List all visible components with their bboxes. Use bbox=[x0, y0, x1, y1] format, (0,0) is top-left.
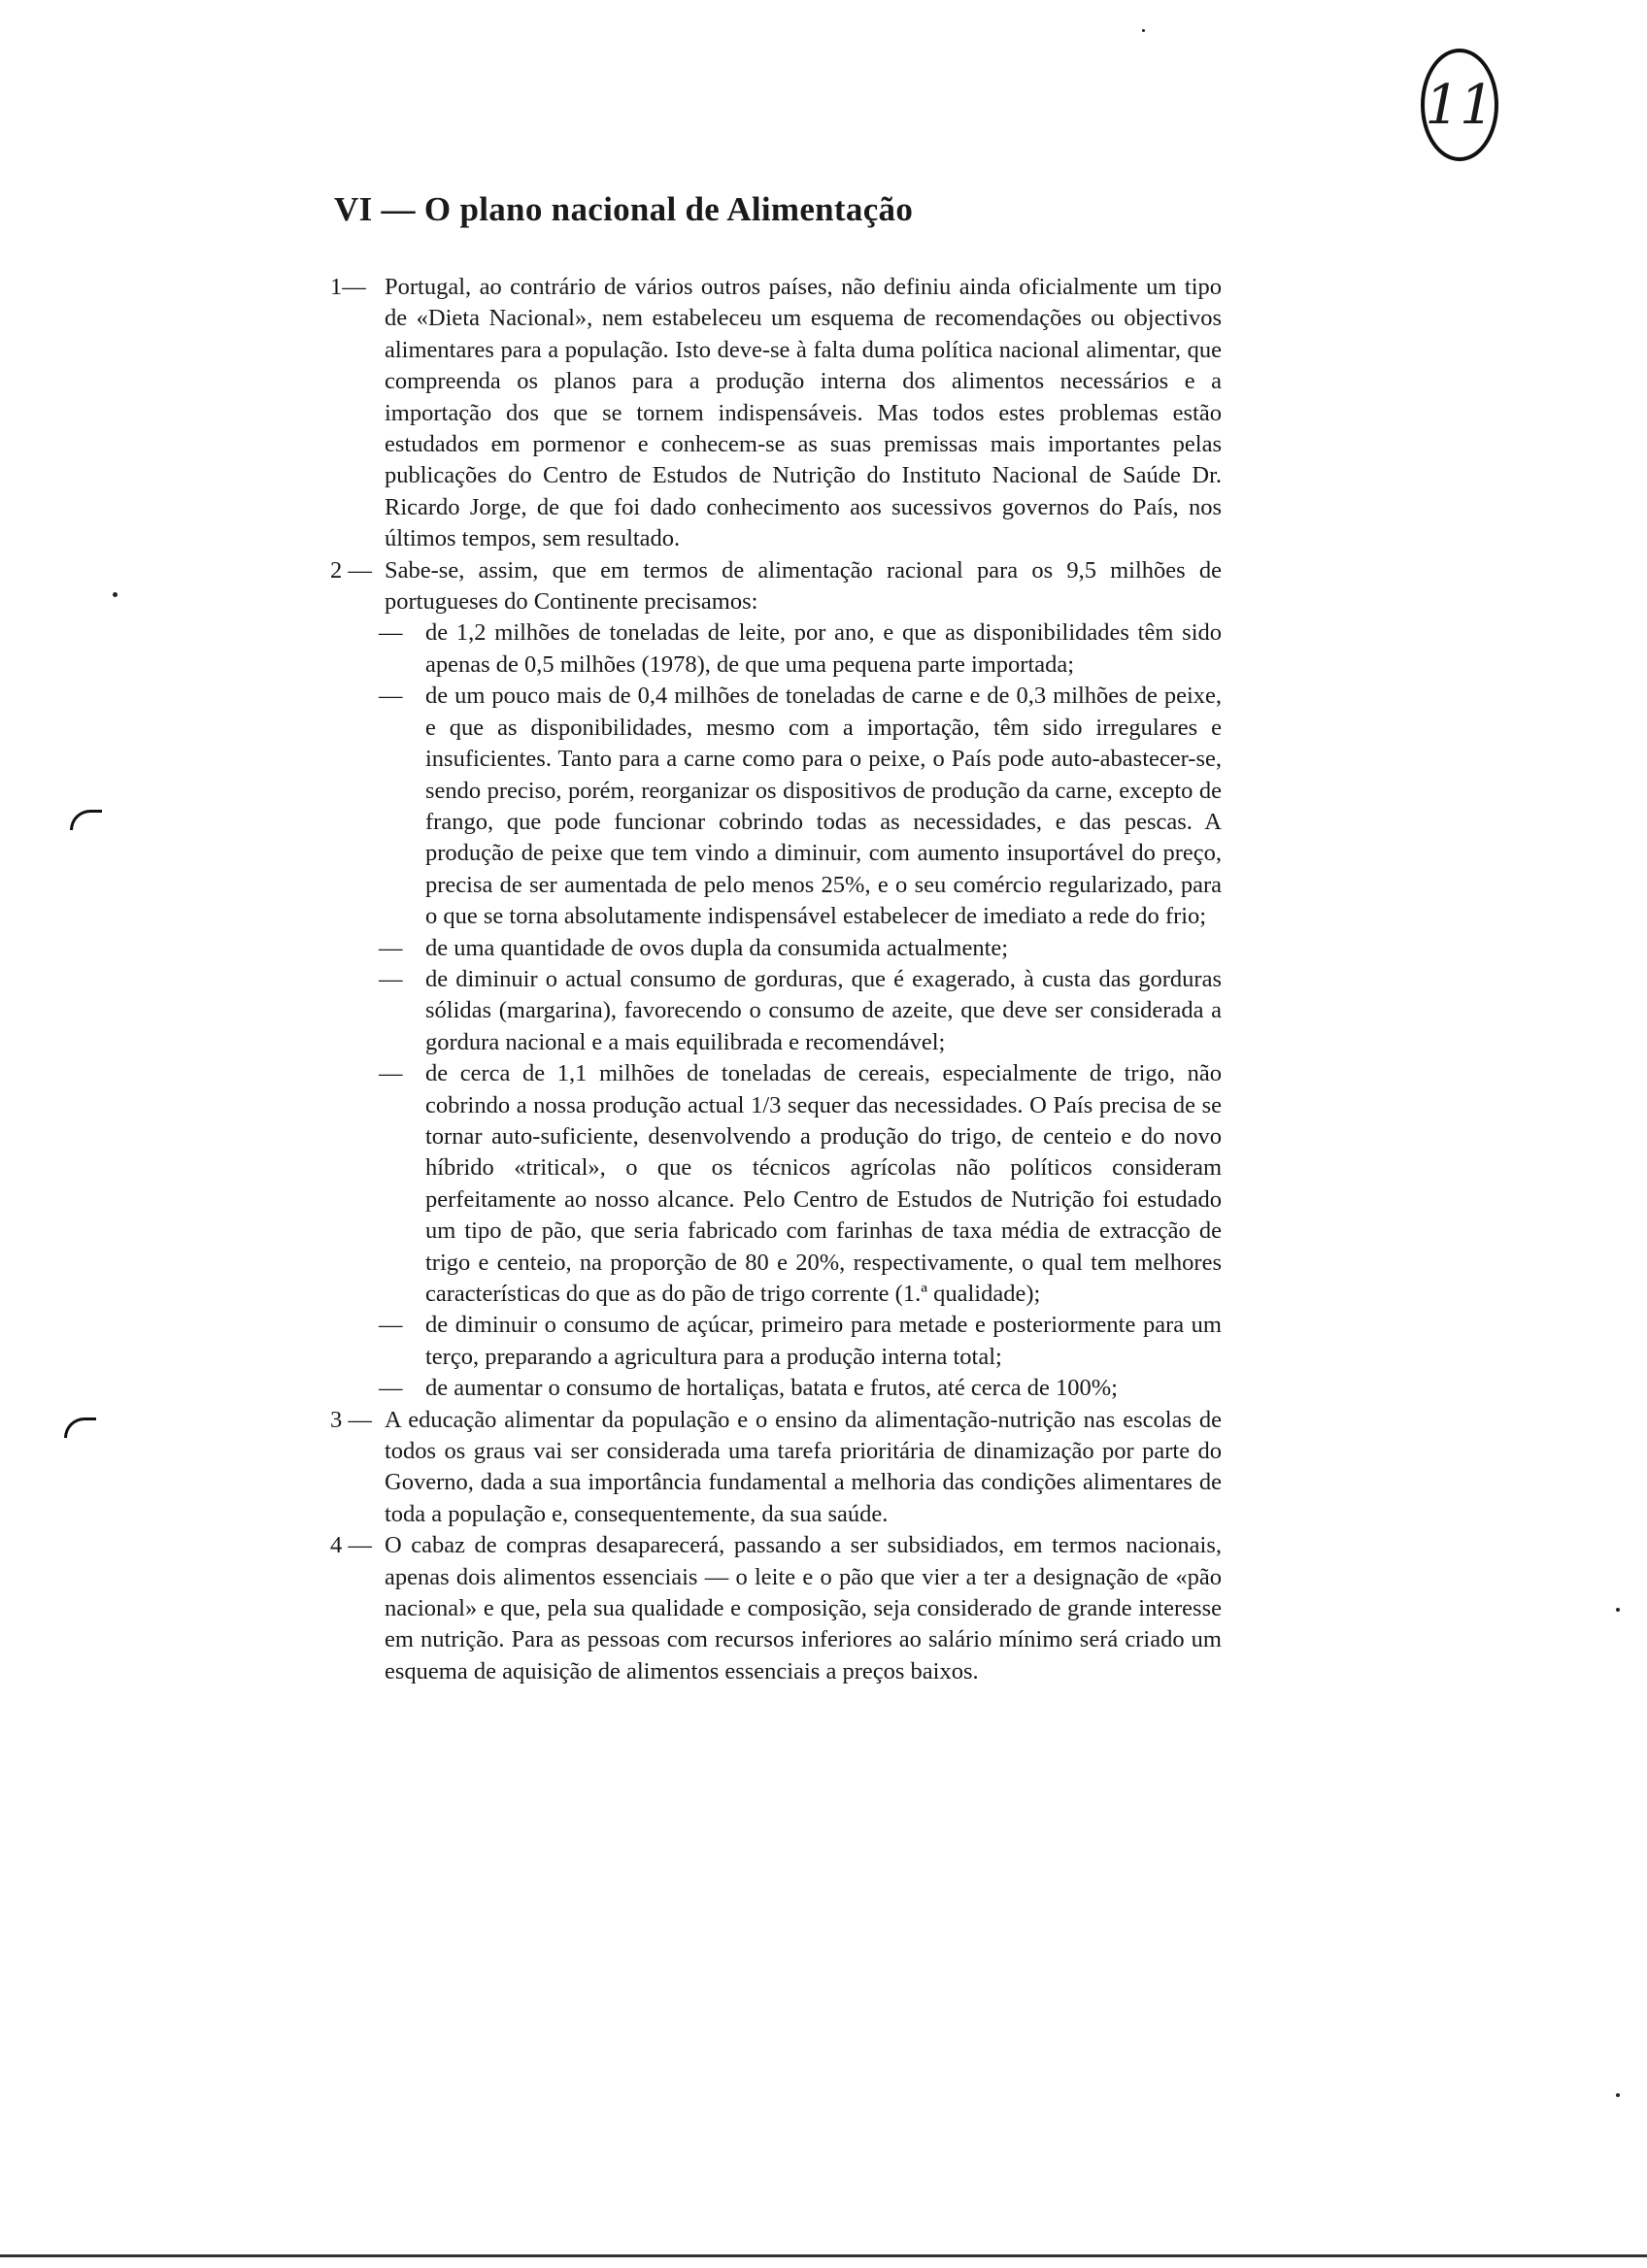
list-item-text: de diminuir o actual consumo de gorduras, que é exagerado, à custa das gorduras sólidas (margarina), favorecendo o consumo de azeite, que deve ser considerada a gordura nacional e a mais equilibrada e recomendável; bbox=[425, 965, 1222, 1055]
list-dash: — bbox=[379, 1312, 403, 1339]
list-item bbox=[379, 617, 1222, 681]
list-dash: — bbox=[379, 683, 403, 710]
paragraph-1 bbox=[330, 272, 1222, 555]
scan-dot bbox=[1142, 29, 1145, 32]
page-number-stamp: 11 bbox=[1421, 49, 1498, 161]
list-item-text: de aumentar o consumo de hortaliças, batata e frutos, até cerca de 100%; bbox=[425, 1375, 1118, 1402]
list-item-text: de 1,2 milhões de toneladas de leite, por ano, e que as disponibilidades têm sido apenas de 0,5 milhões (1978), de que uma pequena parte importada; bbox=[425, 619, 1222, 678]
paragraph-text: Portugal, ao contrário de vários outros países, não definiu ainda oficialmente um tipo de «Dieta Nacional», nem estabeleceu um esquema de recomendações ou objectivos alimentares para a população. Isto deve-se à falta duma política nacional alimentar, que compreenda os planos para a produção interna dos alimentos necessários e a importação dos que se tornem indispensáveis. Mas todos estes problemas estão estudados em pormenor e conhecem-se as suas premissas mais importantes pelas publicações do Centro de Estudos de Nutrição do Instituto Nacional de Saúde Dr. Ricardo Jorge, de que foi dado conhecimento aos sucessivos governos do País, nos últimos tempos, sem resultado. bbox=[385, 274, 1222, 552]
list-item-text: de um pouco mais de 0,4 milhões de toneladas de carne e de 0,3 milhões de peixe, e que as disponibilidades, mesmo com a importação, têm sido irregulares e insuficientes. Tanto para a carne como para o peixe, o País pode auto-abastecer-se, sendo preciso, porém, reorganizar os dispositivos de produção da carne, excepto de frango, que pode funcionar cobrindo todas as necessidades, e das pescas. A produção de peixe que tem vindo a diminuir, com aumento insuportável do preço, precisa de ser aumentada de pelo menos 25%, e o seu comércio regularizado, para o que se torna absolutamente indispensável estabelecer de imediato a rede do frio; bbox=[425, 683, 1222, 930]
paragraph-text: O cabaz de compras desaparecerá, passando a ser subsidiados, em termos nacionais, apenas dois alimentos essenciais — o leite e o pão que vier a ter a designação de «pão nacional» e que, pela sua qualidade e composição, seja considerado de grande interesse em nutrição. Para as pessoas com recursos inferiores ao salário mínimo será criado um esquema de aquisição de alimentos essenciais a preços baixos. bbox=[385, 1532, 1222, 1684]
list-item bbox=[379, 1058, 1222, 1310]
paragraph-number: 4 — bbox=[330, 1532, 372, 1559]
paragraph-text: Sabe-se, assim, que em termos de alimentação racional para os 9,5 milhões de portugueses do Continente precisamos: bbox=[385, 556, 1222, 616]
list-item bbox=[379, 1310, 1222, 1373]
scan-mark bbox=[64, 1418, 96, 1438]
document-body bbox=[330, 272, 1222, 1687]
scan-mark bbox=[70, 810, 102, 830]
list-dash: — bbox=[379, 619, 403, 647]
paragraph-text: A educação alimentar da população e o ensino da alimentação-nutrição nas escolas de todos os graus vai ser considerada uma tarefa prioritária de dinamização por parte do Governo, dada a sua importância fundamental a melhoria das condições alimentares de toda a população e, consequentemente, da sua saúde. bbox=[385, 1406, 1222, 1527]
list-item bbox=[379, 964, 1222, 1058]
paragraph-block bbox=[385, 555, 1222, 618]
list-dash: — bbox=[379, 965, 403, 992]
scan-dot bbox=[113, 592, 118, 597]
list-item-text: de diminuir o consumo de açúcar, primeiro para metade e posteriormente para um terço, preparando a agricultura para a produção interna total; bbox=[425, 1312, 1222, 1370]
list-item bbox=[379, 933, 1222, 964]
list-item-text: de cerca de 1,1 milhões de toneladas de cereais, especialmente de trigo, não cobrindo a nossa produção actual 1/3 sequer das necessidades. O País precisa de se tornar auto-suficiente, desenvolvendo a produção do trigo, de centeio e do novo híbrido «tritical», o que os técnicos agrícolas não políticos consideram perfeitamente ao nosso alcance. Pelo Centro de Estudos de Nutrição foi estudado um tipo de pão, que seria fabricado com farinhas de taxa média de extracção de trigo e centeio, na proporção de 80 e 20%, respectivamente, o qual tem melhores características do que as do pão de trigo corrente (1.ª qualidade); bbox=[425, 1060, 1222, 1307]
paragraph-3 bbox=[330, 1405, 1222, 1531]
list-item-text: de uma quantidade de ovos dupla da consumida actualmente; bbox=[425, 934, 1009, 961]
paragraph-number: 1— bbox=[330, 274, 366, 300]
list-item bbox=[379, 681, 1222, 932]
paragraph-number: 3 — bbox=[330, 1406, 372, 1433]
list-dash: — bbox=[379, 1375, 403, 1402]
list-dash: — bbox=[379, 1060, 403, 1087]
page-bottom-edge bbox=[0, 2254, 1647, 2257]
paragraph-2 bbox=[330, 555, 1222, 618]
paragraph-number: 2 — bbox=[330, 556, 372, 584]
list-dash: — bbox=[379, 934, 403, 961]
section-title: VI — O plano nacional de Alimentação bbox=[334, 190, 914, 228]
paragraph-4 bbox=[330, 1530, 1222, 1687]
scan-dot bbox=[1616, 2093, 1620, 2097]
scan-dot bbox=[1616, 1608, 1620, 1612]
list-item bbox=[379, 1373, 1222, 1404]
